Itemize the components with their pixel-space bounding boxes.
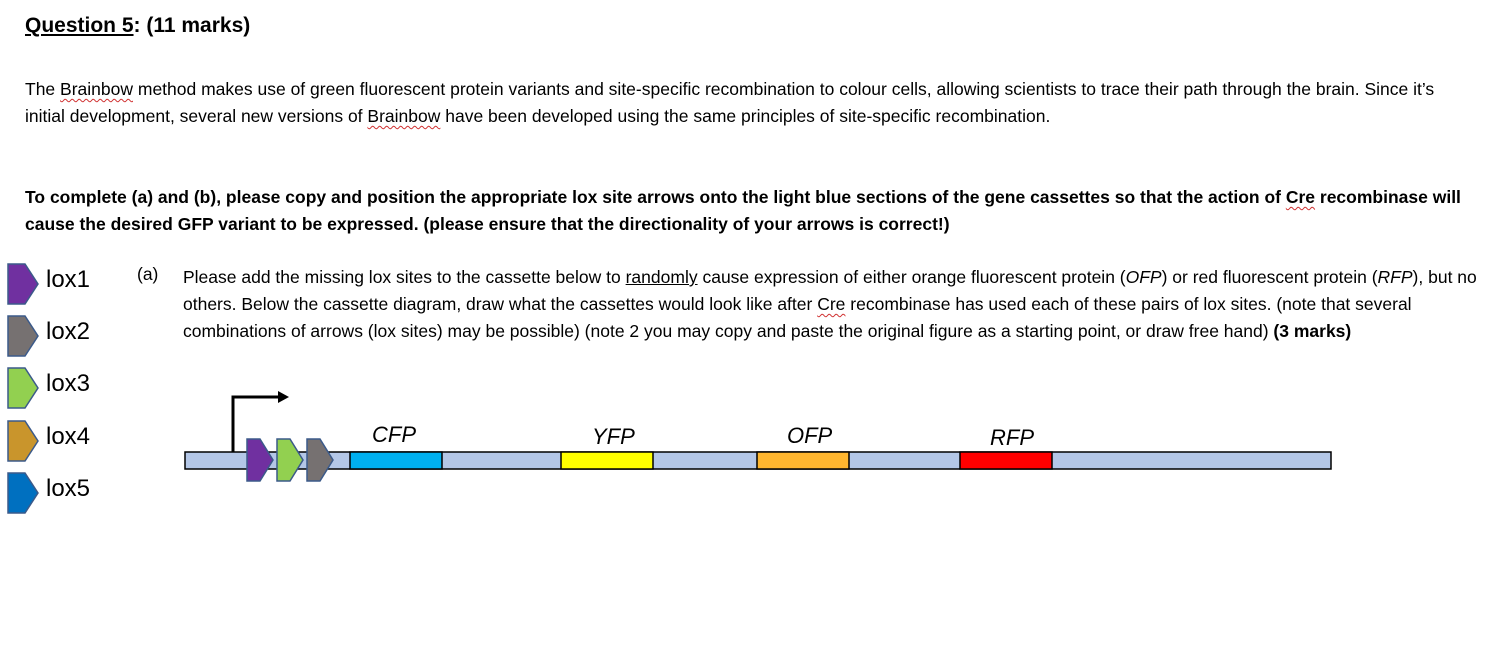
legend-label: lox1	[46, 266, 91, 293]
gene-cfp	[350, 452, 442, 469]
legend-label: lox4	[46, 423, 91, 450]
promoter-arrowhead-icon	[278, 391, 289, 403]
gene-rfp	[960, 452, 1052, 469]
intro-paragraph: The Brainbow method makes use of green fluorescent protein variants and site-specific recombination to colour cells, allowing scientists to trace their path through the brain. Since it’s initial development, several new versions of Brainbow have been developed using the same principles of site-specific recombination.	[25, 79, 1435, 126]
part-a-label: (a)	[137, 264, 159, 284]
gene-yfp	[561, 452, 653, 469]
gene-label-rfp: RFP	[990, 425, 1034, 450]
part-a-text: Please add the missing lox sites to the cassette below to randomly cause expression of either orange fluorescent protein (OFP) or red fluorescent protein (RFP), but no others. Below the cassette diagram, draw what the cassettes would look like after Cre recombinase has used each of these pairs of lox sites. (note that several combinations of arrows (lox sites) may be possible) (note 2 you may copy and paste the original figure as a starting point, or draw free hand) (3 marks)	[183, 267, 1477, 341]
brainbow-term: Brainbow	[60, 79, 133, 99]
legend-label: lox3	[46, 370, 91, 397]
gene-label-yfp: YFP	[592, 424, 635, 449]
question-title: Question 5: (11 marks)	[25, 14, 251, 37]
cre-term: Cre	[1285, 187, 1316, 207]
cassette-lox2-arrow-icon[interactable]	[307, 439, 333, 481]
gene-label-cfp: CFP	[372, 422, 416, 447]
legend-label: lox2	[46, 318, 91, 345]
legend-label: lox5	[46, 475, 91, 502]
instruction-paragraph: To complete (a) and (b), please copy and position the appropriate lox site arrows onto the light blue sections of the gene cassettes so that the action of Cre recombinase will cause the desired GFP variant to be expressed. (please ensure that the directionality of your arrows is correct!)	[25, 187, 1461, 234]
gene-label-ofp: OFP	[787, 423, 833, 448]
cassette-lox1-arrow-icon[interactable]	[247, 439, 273, 481]
cassette-lox3-arrow-icon[interactable]	[277, 439, 303, 481]
brainbow-term: Brainbow	[367, 106, 441, 126]
gene-ofp	[757, 452, 849, 469]
